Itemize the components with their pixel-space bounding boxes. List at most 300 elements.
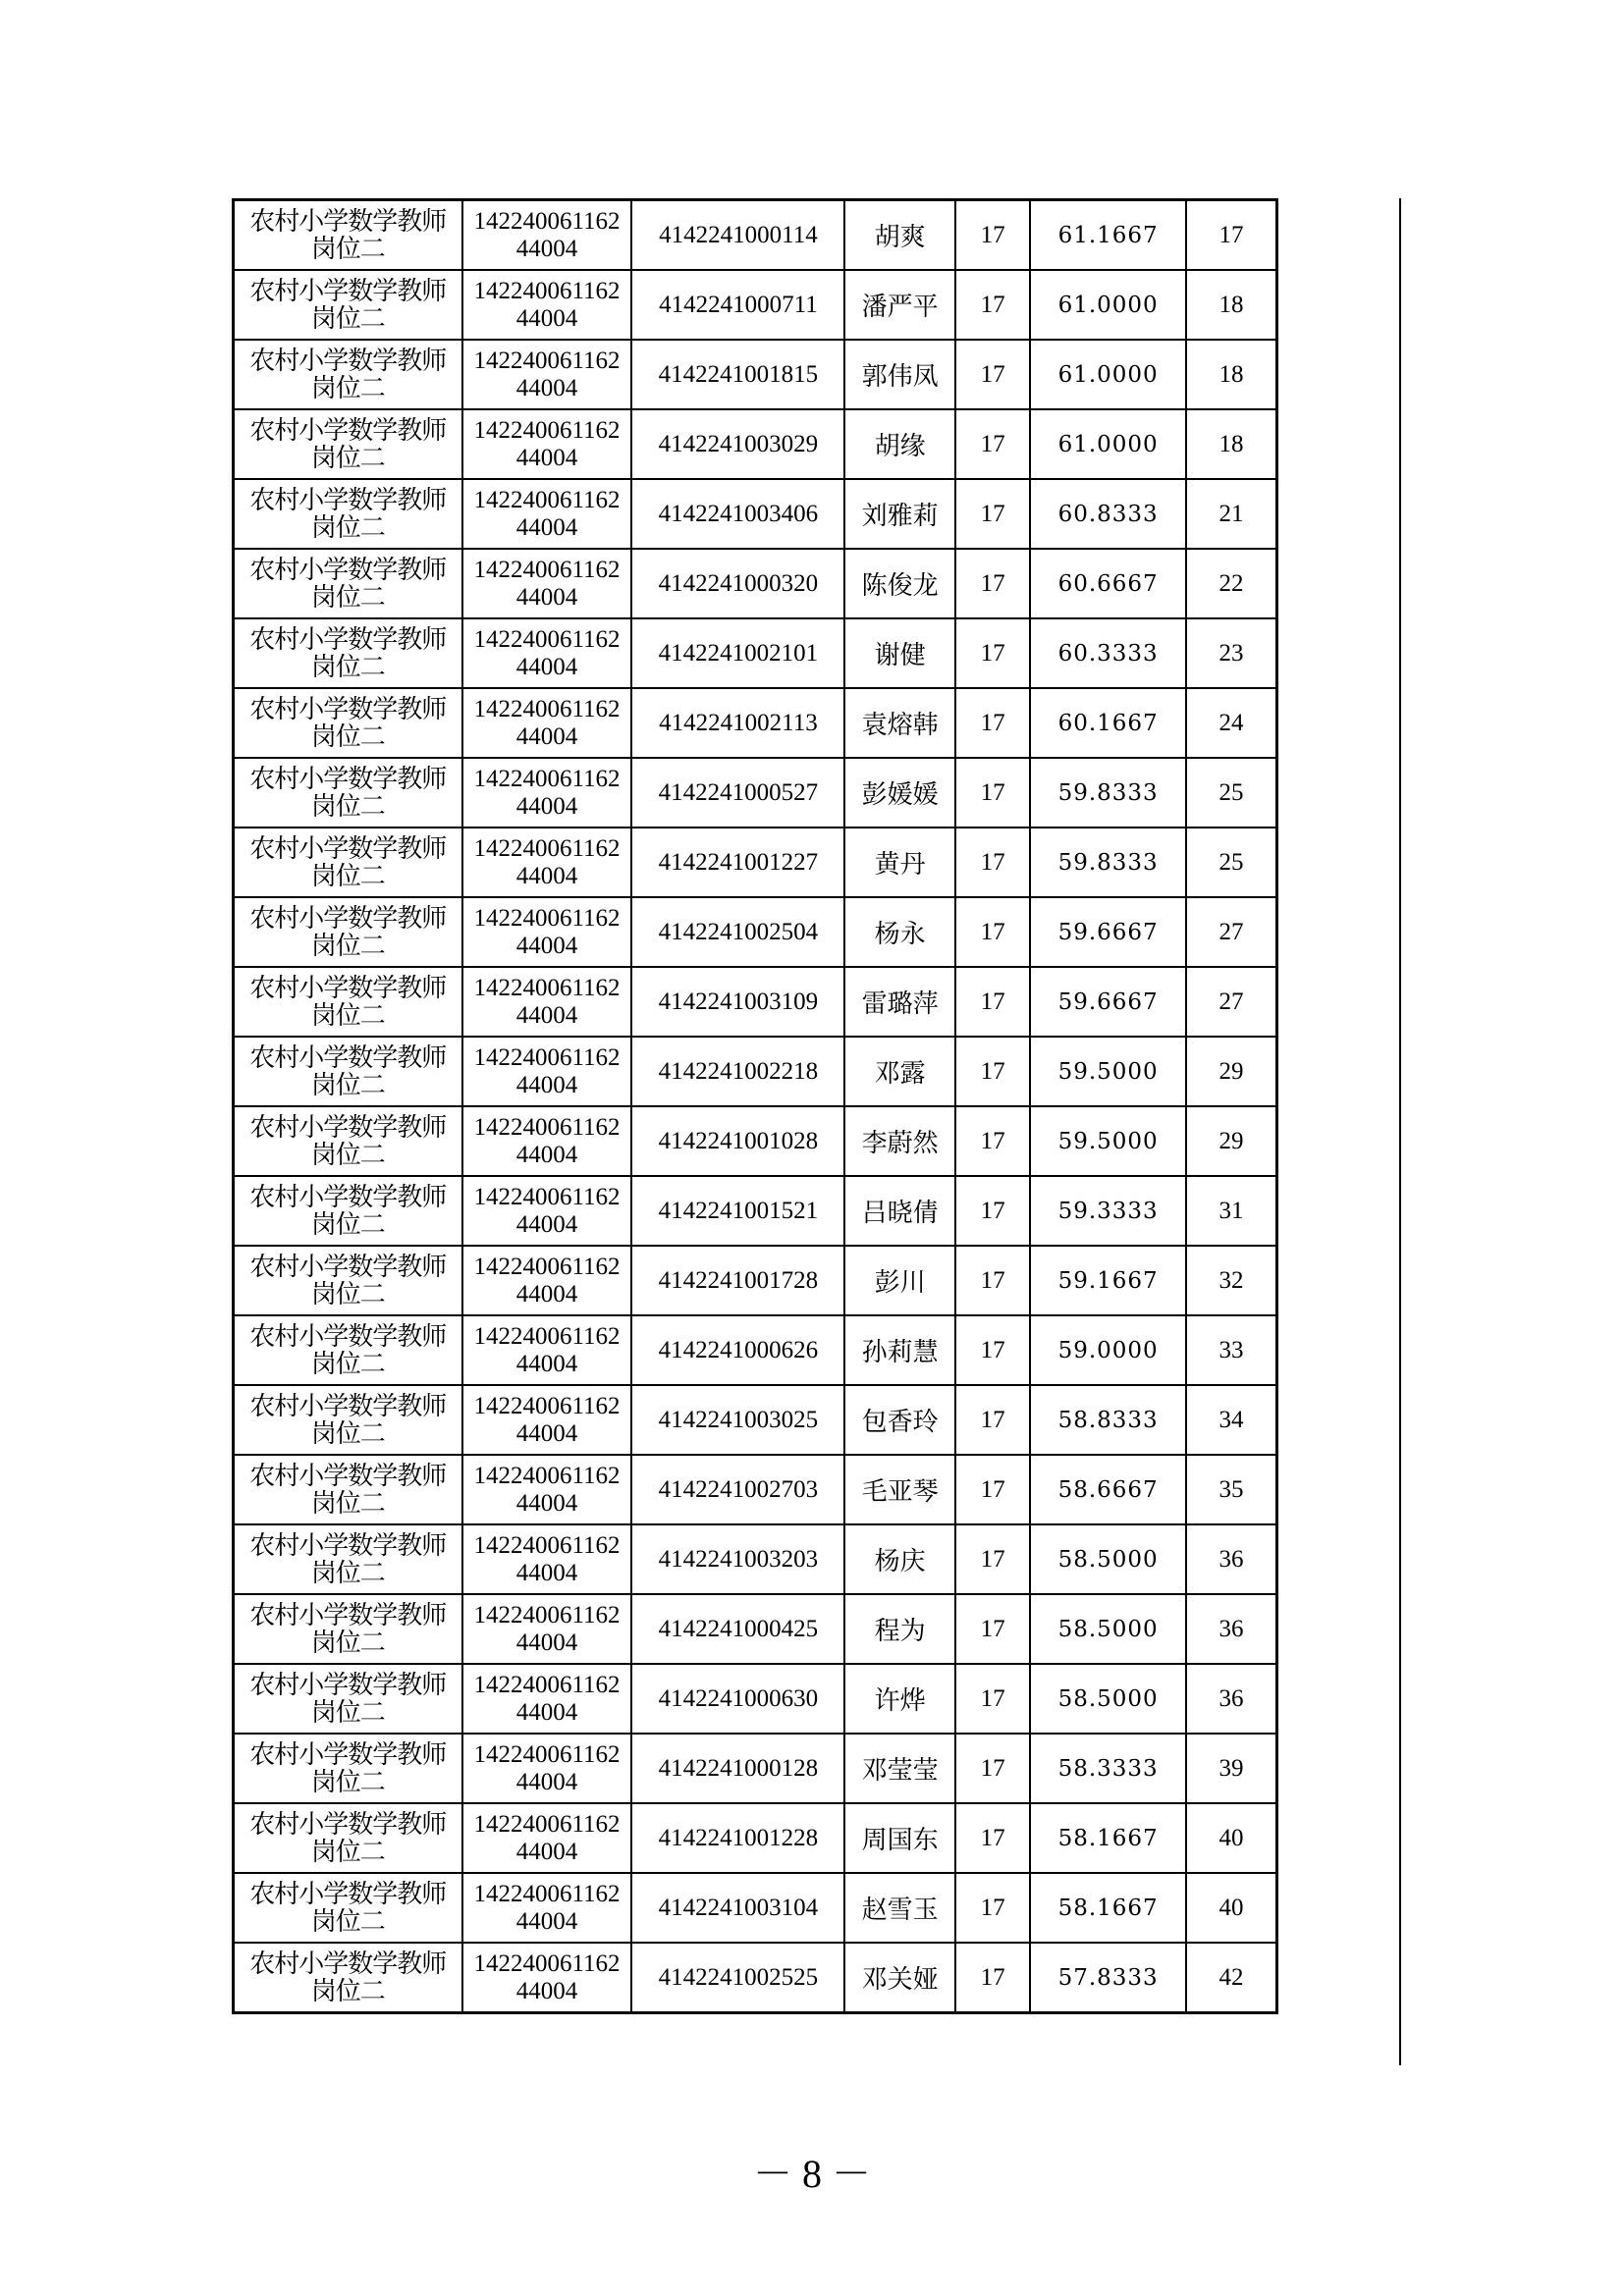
- post-cell: [234, 688, 462, 758]
- post-code-cell-line: 44004: [515, 235, 578, 262]
- ticket-number-cell: 4142241002504: [631, 897, 844, 967]
- post-cell-line: 农村小学数学教师: [249, 1670, 447, 1700]
- ticket-number-cell: 4142241003406: [631, 479, 844, 549]
- candidate-name-cell: 毛亚琴: [844, 1455, 955, 1524]
- candidate-name-cell: 周国东: [844, 1803, 955, 1873]
- score-cell: 58.5000: [1030, 1664, 1186, 1734]
- post-cell-line: 岗位二: [310, 721, 385, 752]
- post-cell-line: 农村小学数学教师: [249, 276, 447, 306]
- score-cell: 58.1667: [1030, 1873, 1186, 1943]
- post-code-cell-line: 142240061162: [473, 1949, 621, 1977]
- post-cell-line: 农村小学数学教师: [249, 1252, 447, 1282]
- post-code-cell-line: 142240061162: [473, 1462, 621, 1489]
- post-cell: [234, 1594, 462, 1664]
- post-code-cell-line: 44004: [515, 1977, 578, 2004]
- post-code-cell: [462, 1524, 632, 1594]
- candidate-name-cell: 邓关娅: [844, 1943, 955, 2013]
- count-cell: 17: [955, 967, 1030, 1037]
- score-cell: 60.1667: [1030, 688, 1186, 758]
- post-code-cell: [462, 828, 632, 897]
- ticket-number-cell: 4142241000527: [631, 758, 844, 828]
- count-cell: 17: [955, 688, 1030, 758]
- post-code-cell-line: 44004: [515, 1210, 578, 1238]
- ticket-number-cell: 4142241000320: [631, 549, 844, 618]
- count-cell: 17: [955, 618, 1030, 688]
- table-row: [234, 200, 1277, 271]
- post-code-cell-line: 142240061162: [473, 1671, 621, 1698]
- post-code-cell-line: 44004: [515, 1629, 578, 1656]
- ticket-number-cell: 4142241000630: [631, 1664, 844, 1734]
- post-cell-line: 岗位二: [310, 1140, 385, 1170]
- post-cell-line: 农村小学数学教师: [249, 1809, 447, 1840]
- post-code-cell-line: 142240061162: [473, 1740, 621, 1768]
- rank-cell: 27: [1186, 967, 1276, 1037]
- rank-cell: 17: [1186, 200, 1276, 271]
- post-cell-line: 农村小学数学教师: [249, 1461, 447, 1491]
- post-cell: [234, 1943, 462, 2013]
- post-code-cell-line: 142240061162: [473, 277, 621, 304]
- table-row: [234, 1594, 1277, 1664]
- rank-cell: 23: [1186, 618, 1276, 688]
- post-code-cell-line: 44004: [515, 1141, 578, 1168]
- post-cell-line: 岗位二: [310, 234, 385, 264]
- score-cell: 59.1667: [1030, 1246, 1186, 1315]
- post-cell-line: 岗位二: [310, 1279, 385, 1309]
- candidate-name-cell: 胡爽: [844, 200, 955, 271]
- rank-cell: 36: [1186, 1664, 1276, 1734]
- post-code-cell-line: 142240061162: [473, 1253, 621, 1280]
- rank-cell: 36: [1186, 1524, 1276, 1594]
- rank-cell: 33: [1186, 1315, 1276, 1385]
- post-cell: [234, 828, 462, 897]
- ticket-number-cell: 4142241003203: [631, 1524, 844, 1594]
- count-cell: 17: [955, 1734, 1030, 1803]
- ticket-number-cell: 4142241000114: [631, 200, 844, 271]
- post-cell-line: 农村小学数学教师: [249, 1112, 447, 1143]
- table-row: [234, 1315, 1277, 1385]
- post-code-cell: [462, 1246, 632, 1315]
- rank-cell: 42: [1186, 1943, 1276, 2013]
- count-cell: 17: [955, 1455, 1030, 1524]
- score-cell: 61.0000: [1030, 409, 1186, 479]
- table-row: [234, 340, 1277, 409]
- post-code-cell: [462, 409, 632, 479]
- post-cell-line: 农村小学数学教师: [249, 1530, 447, 1561]
- candidate-name-cell: 赵雪玉: [844, 1873, 955, 1943]
- post-code-cell-line: 142240061162: [473, 625, 621, 653]
- rank-cell: 22: [1186, 549, 1276, 618]
- post-cell-line: 岗位二: [310, 1976, 385, 2006]
- rank-cell: 40: [1186, 1873, 1276, 1943]
- count-cell: 17: [955, 200, 1030, 271]
- post-code-cell: [462, 1385, 632, 1455]
- post-cell: [234, 479, 462, 549]
- post-code-cell-line: 44004: [515, 1001, 578, 1029]
- post-cell-line: 岗位二: [310, 1209, 385, 1240]
- table-row: [234, 549, 1277, 618]
- post-cell-line: 岗位二: [310, 303, 385, 334]
- rank-cell: 40: [1186, 1803, 1276, 1873]
- post-cell-line: 农村小学数学教师: [249, 1949, 447, 1979]
- post-cell-line: 岗位二: [310, 1558, 385, 1588]
- table-row: [234, 409, 1277, 479]
- post-cell-line: 岗位二: [310, 861, 385, 891]
- candidate-name-cell: 胡缘: [844, 409, 955, 479]
- post-code-cell: [462, 340, 632, 409]
- table-body: [234, 200, 1277, 2013]
- count-cell: 17: [955, 1315, 1030, 1385]
- rank-cell: 34: [1186, 1385, 1276, 1455]
- post-cell-line: 岗位二: [310, 1767, 385, 1797]
- post-code-cell-line: 44004: [515, 1280, 578, 1308]
- post-code-cell-line: 142240061162: [473, 974, 621, 1001]
- post-cell: [234, 1873, 462, 1943]
- post-code-cell: [462, 1106, 632, 1176]
- post-code-cell-line: 44004: [515, 444, 578, 471]
- post-cell: [234, 409, 462, 479]
- candidate-name-cell: 黄丹: [844, 828, 955, 897]
- candidate-name-cell: 杨庆: [844, 1524, 955, 1594]
- candidate-name-cell: 孙莉慧: [844, 1315, 955, 1385]
- score-cell: 59.6667: [1030, 967, 1186, 1037]
- table-row: [234, 618, 1277, 688]
- candidate-name-cell: 潘严平: [844, 270, 955, 340]
- candidate-name-cell: 吕晓倩: [844, 1176, 955, 1246]
- table-row: [234, 479, 1277, 549]
- count-cell: 17: [955, 1246, 1030, 1315]
- table-row: [234, 1385, 1277, 1455]
- table-row: [234, 967, 1277, 1037]
- table-row: [234, 1734, 1277, 1803]
- count-cell: 17: [955, 270, 1030, 340]
- ticket-number-cell: 4142241001028: [631, 1106, 844, 1176]
- score-cell: 61.1667: [1030, 200, 1186, 271]
- table-row: [234, 1037, 1277, 1106]
- post-cell-line: 岗位二: [310, 791, 385, 822]
- count-cell: 17: [955, 1803, 1030, 1873]
- post-code-cell: [462, 1734, 632, 1803]
- rank-cell: 29: [1186, 1037, 1276, 1106]
- post-cell-line: 岗位二: [310, 1418, 385, 1449]
- post-cell-line: 农村小学数学教师: [249, 833, 447, 864]
- post-cell-line: 农村小学数学教师: [249, 346, 447, 376]
- post-cell: [234, 549, 462, 618]
- post-cell: [234, 1803, 462, 1873]
- post-code-cell: [462, 1664, 632, 1734]
- score-cell: 60.6667: [1030, 549, 1186, 618]
- rank-cell: 21: [1186, 479, 1276, 549]
- post-code-cell-line: 142240061162: [473, 416, 621, 444]
- ticket-number-cell: 4142241000425: [631, 1594, 844, 1664]
- ticket-number-cell: 4142241002113: [631, 688, 844, 758]
- post-code-cell-line: 142240061162: [473, 1322, 621, 1350]
- post-code-cell-line: 44004: [515, 722, 578, 750]
- post-cell: [234, 1176, 462, 1246]
- score-cell: 59.0000: [1030, 1315, 1186, 1385]
- candidate-name-cell: 袁熔韩: [844, 688, 955, 758]
- post-cell-line: 农村小学数学教师: [249, 624, 447, 655]
- post-code-cell: [462, 1594, 632, 1664]
- post-cell: [234, 200, 462, 271]
- post-code-cell-line: 44004: [515, 1419, 578, 1447]
- post-cell: [234, 1734, 462, 1803]
- table-row: [234, 1455, 1277, 1524]
- post-cell-line: 农村小学数学教师: [249, 206, 447, 237]
- count-cell: 17: [955, 1943, 1030, 2013]
- candidate-name-cell: 谢健: [844, 618, 955, 688]
- post-cell-line: 农村小学数学教师: [249, 555, 447, 585]
- score-cell: 58.6667: [1030, 1455, 1186, 1524]
- count-cell: 17: [955, 549, 1030, 618]
- post-cell-line: 岗位二: [310, 582, 385, 613]
- table-row: [234, 1106, 1277, 1176]
- count-cell: 17: [955, 1037, 1030, 1106]
- table-row: [234, 1803, 1277, 1873]
- rank-cell: 18: [1186, 270, 1276, 340]
- ticket-number-cell: 4142241002218: [631, 1037, 844, 1106]
- table-row: [234, 1943, 1277, 2013]
- ticket-number-cell: 4142241001227: [631, 828, 844, 897]
- post-code-cell-line: 44004: [515, 1489, 578, 1517]
- candidate-name-cell: 程为: [844, 1594, 955, 1664]
- count-cell: 17: [955, 1524, 1030, 1594]
- page-number: － 8 －: [753, 2152, 871, 2196]
- post-cell-line: 农村小学数学教师: [249, 764, 447, 794]
- candidate-name-cell: 郭伟凤: [844, 340, 955, 409]
- post-cell-line: 岗位二: [310, 373, 385, 403]
- post-code-cell-line: 44004: [515, 1838, 578, 1865]
- post-code-cell-line: 142240061162: [473, 834, 621, 862]
- ticket-number-cell: 4142241002703: [631, 1455, 844, 1524]
- candidate-name-cell: 邓露: [844, 1037, 955, 1106]
- rank-cell: 18: [1186, 340, 1276, 409]
- post-code-cell: [462, 758, 632, 828]
- ticket-number-cell: 4142241000711: [631, 270, 844, 340]
- post-code-cell-line: 44004: [515, 862, 578, 889]
- post-code-cell-line: 142240061162: [473, 486, 621, 513]
- post-cell: [234, 1315, 462, 1385]
- ticket-number-cell: 4142241001728: [631, 1246, 844, 1315]
- count-cell: 17: [955, 758, 1030, 828]
- ticket-number-cell: 4142241001228: [631, 1803, 844, 1873]
- candidate-name-cell: 彭媛媛: [844, 758, 955, 828]
- post-cell-line: 农村小学数学教师: [249, 415, 447, 446]
- candidate-name-cell: 雷璐萍: [844, 967, 955, 1037]
- post-cell: [234, 758, 462, 828]
- post-cell-line: 农村小学数学教师: [249, 903, 447, 934]
- post-code-cell-line: 142240061162: [473, 1531, 621, 1559]
- post-cell-line: 岗位二: [310, 1070, 385, 1100]
- post-code-cell-line: 142240061162: [473, 695, 621, 722]
- post-code-cell: [462, 967, 632, 1037]
- post-cell: [234, 1246, 462, 1315]
- candidate-name-cell: 许烨: [844, 1664, 955, 1734]
- table-row: [234, 270, 1277, 340]
- table-row: [234, 688, 1277, 758]
- post-code-cell: [462, 1873, 632, 1943]
- post-code-cell-line: 142240061162: [473, 904, 621, 932]
- post-cell-line: 岗位二: [310, 931, 385, 961]
- rank-cell: 32: [1186, 1246, 1276, 1315]
- post-cell: [234, 1455, 462, 1524]
- table-row: [234, 1873, 1277, 1943]
- rank-cell: 25: [1186, 758, 1276, 828]
- count-cell: 17: [955, 1873, 1030, 1943]
- table-row: [234, 1664, 1277, 1734]
- table-row: [234, 758, 1277, 828]
- post-cell-line: 农村小学数学教师: [249, 694, 447, 724]
- score-cell: 58.5000: [1030, 1524, 1186, 1594]
- post-cell: [234, 618, 462, 688]
- results-table: [232, 198, 1278, 2014]
- post-code-cell: [462, 549, 632, 618]
- post-code-cell: [462, 1037, 632, 1106]
- score-cell: 58.1667: [1030, 1803, 1186, 1873]
- rank-cell: 36: [1186, 1594, 1276, 1664]
- post-code-cell-line: 44004: [515, 583, 578, 611]
- count-cell: 17: [955, 479, 1030, 549]
- post-code-cell-line: 142240061162: [473, 207, 621, 235]
- rank-cell: 31: [1186, 1176, 1276, 1246]
- post-cell: [234, 1037, 462, 1106]
- ticket-number-cell: 4142241001521: [631, 1176, 844, 1246]
- score-cell: 57.8333: [1030, 1943, 1186, 2013]
- post-code-cell-line: 142240061162: [473, 1043, 621, 1071]
- post-code-cell: [462, 1315, 632, 1385]
- ticket-number-cell: 4142241002525: [631, 1943, 844, 2013]
- score-cell: 58.5000: [1030, 1594, 1186, 1664]
- post-code-cell-line: 44004: [515, 932, 578, 959]
- post-cell: [234, 340, 462, 409]
- post-code-cell-line: 142240061162: [473, 1810, 621, 1838]
- ticket-number-cell: 4142241003029: [631, 409, 844, 479]
- post-cell-line: 岗位二: [310, 1906, 385, 1937]
- post-code-cell: [462, 1943, 632, 2013]
- post-cell-line: 农村小学数学教师: [249, 1879, 447, 1909]
- rank-cell: 35: [1186, 1455, 1276, 1524]
- count-cell: 17: [955, 1385, 1030, 1455]
- candidate-name-cell: 杨永: [844, 897, 955, 967]
- ticket-number-cell: 4142241003109: [631, 967, 844, 1037]
- post-cell-line: 岗位二: [310, 1837, 385, 1867]
- post-code-cell-line: 142240061162: [473, 1113, 621, 1141]
- post-cell-line: 岗位二: [310, 1488, 385, 1519]
- ticket-number-cell: 4142241002101: [631, 618, 844, 688]
- score-cell: 59.6667: [1030, 897, 1186, 967]
- score-cell: 59.5000: [1030, 1037, 1186, 1106]
- post-cell-line: 岗位二: [310, 1628, 385, 1658]
- rank-cell: 39: [1186, 1734, 1276, 1803]
- post-code-cell: [462, 200, 632, 271]
- score-cell: 59.3333: [1030, 1176, 1186, 1246]
- candidate-name-cell: 包香玲: [844, 1385, 955, 1455]
- table-row: [234, 1176, 1277, 1246]
- score-cell: 61.0000: [1030, 340, 1186, 409]
- candidate-name-cell: 彭川: [844, 1246, 955, 1315]
- count-cell: 17: [955, 409, 1030, 479]
- score-cell: 59.8333: [1030, 828, 1186, 897]
- count-cell: 17: [955, 1594, 1030, 1664]
- post-code-cell-line: 44004: [515, 1698, 578, 1726]
- post-cell-line: 岗位二: [310, 1697, 385, 1728]
- post-code-cell-line: 44004: [515, 1768, 578, 1795]
- rank-cell: 25: [1186, 828, 1276, 897]
- table-row: [234, 1246, 1277, 1315]
- score-cell: 60.3333: [1030, 618, 1186, 688]
- rank-cell: 18: [1186, 409, 1276, 479]
- post-cell-line: 岗位二: [310, 443, 385, 473]
- post-code-cell: [462, 618, 632, 688]
- score-cell: 59.8333: [1030, 758, 1186, 828]
- table-row: [234, 828, 1277, 897]
- post-cell: [234, 897, 462, 967]
- ticket-number-cell: 4142241000128: [631, 1734, 844, 1803]
- post-code-cell-line: 44004: [515, 1559, 578, 1586]
- candidate-name-cell: 李蔚然: [844, 1106, 955, 1176]
- post-code-cell-line: 44004: [515, 374, 578, 401]
- post-cell: [234, 1106, 462, 1176]
- ticket-number-cell: 4142241003025: [631, 1385, 844, 1455]
- rank-cell: 24: [1186, 688, 1276, 758]
- score-cell: 59.5000: [1030, 1106, 1186, 1176]
- table-row: [234, 897, 1277, 967]
- post-cell-line: 岗位二: [310, 512, 385, 543]
- score-cell: 60.8333: [1030, 479, 1186, 549]
- rank-cell: 29: [1186, 1106, 1276, 1176]
- post-code-cell-line: 44004: [515, 792, 578, 820]
- post-cell-line: 农村小学数学教师: [249, 485, 447, 515]
- post-code-cell-line: 142240061162: [473, 1392, 621, 1419]
- post-code-cell-line: 142240061162: [473, 1880, 621, 1907]
- post-code-cell: [462, 1803, 632, 1873]
- count-cell: 17: [955, 1176, 1030, 1246]
- score-cell: 58.8333: [1030, 1385, 1186, 1455]
- post-cell-line: 岗位二: [310, 1000, 385, 1031]
- ticket-number-cell: 4142241003104: [631, 1873, 844, 1943]
- post-cell-line: 农村小学数学教师: [249, 973, 447, 1003]
- score-cell: 61.0000: [1030, 270, 1186, 340]
- ticket-number-cell: 4142241001815: [631, 340, 844, 409]
- ticket-number-cell: 4142241000626: [631, 1315, 844, 1385]
- post-cell-line: 岗位二: [310, 652, 385, 682]
- post-code-cell-line: 44004: [515, 1907, 578, 1935]
- count-cell: 17: [955, 1106, 1030, 1176]
- post-code-cell: [462, 688, 632, 758]
- post-cell: [234, 1664, 462, 1734]
- candidate-name-cell: 邓莹莹: [844, 1734, 955, 1803]
- post-code-cell-line: 44004: [515, 304, 578, 332]
- candidate-name-cell: 刘雅莉: [844, 479, 955, 549]
- post-code-cell-line: 142240061162: [473, 1183, 621, 1210]
- score-cell: 58.3333: [1030, 1734, 1186, 1803]
- post-cell-line: 农村小学数学教师: [249, 1182, 447, 1212]
- post-cell-line: 农村小学数学教师: [249, 1042, 447, 1073]
- post-code-cell: [462, 270, 632, 340]
- post-code-cell-line: 44004: [515, 653, 578, 680]
- post-cell-line: 岗位二: [310, 1349, 385, 1379]
- post-code-cell: [462, 897, 632, 967]
- margin-rule: [1399, 198, 1401, 2065]
- post-cell: [234, 1385, 462, 1455]
- post-code-cell: [462, 479, 632, 549]
- post-code-cell-line: 142240061162: [473, 556, 621, 583]
- post-code-cell-line: 142240061162: [473, 1601, 621, 1629]
- post-code-cell-line: 142240061162: [473, 347, 621, 374]
- post-code-cell-line: 142240061162: [473, 765, 621, 792]
- post-code-cell-line: 44004: [515, 1350, 578, 1377]
- post-code-cell: [462, 1176, 632, 1246]
- post-cell: [234, 270, 462, 340]
